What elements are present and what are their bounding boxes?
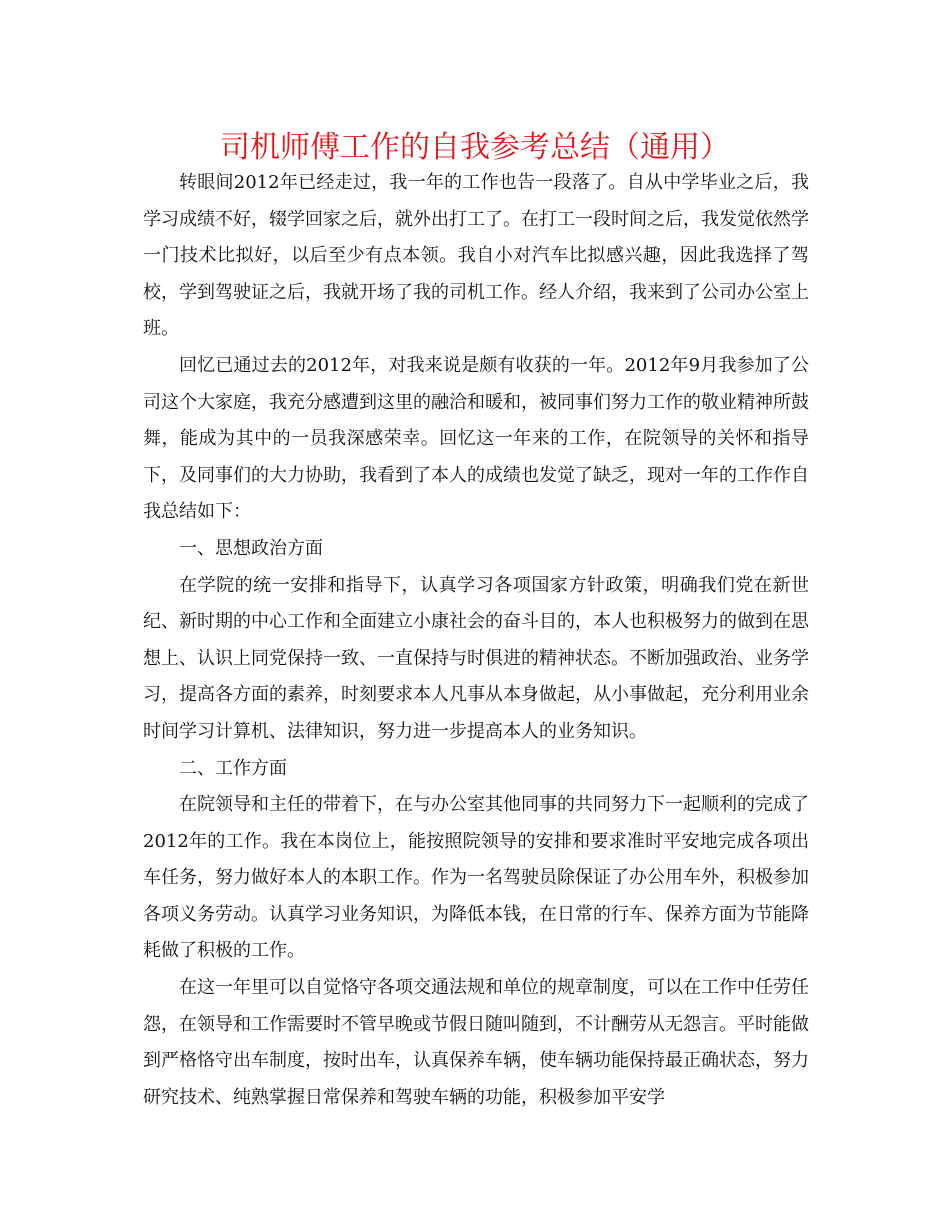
paragraph-review: 回忆已通过去的2012年，对我来说是颇有收获的一年。2012年9月我参加了公司这个大家庭，我充分感遭到这里的融洽和暖和，被同事们努力工作的敬业精神所鼓舞，能成为其中的一员我深感荣幸。回忆这一年来的工作，在院领导的关怀和指导下，及同事们的大力协助，我看到了本人的成绩也发觉了缺乏，现对一年的工作作自我总结如下： — [143, 354, 809, 523]
paragraph-discipline: 在这一年里可以自觉恪守各项交通法规和单位的规章制度，可以在工作中任劳任怨，在领导和工作需要时不管早晚或节假日随叫随到，不计酬劳从无怨言。平时能做到严格恪守出车制度，按时出车，认真保养车辆，使车辆功能保持最正确状态，努力研究技术、纯熟掌握日常保养和驾驶车辆的功能，积极参加平安学 — [143, 977, 809, 1108]
section-heading-ideology: 一、思想政治方面 — [179, 537, 323, 559]
paragraph-ideology: 在学院的统一安排和指导下，认真学习各项国家方针政策，明确我们党在新世纪、新时期的中心工作和全面建立小康社会的奋斗目的，本人也积极努力的做到在思想上、认识上同党保持一致、一直保持与时俱进的精神状态。不断加强政治、业务学习，提高各方面的素养，时刻要求本人凡事从本身做起，从小事做起，充分利用业余时间学习计算机、法律知识，努力进一步提高本人的业务知识。 — [143, 574, 809, 742]
paragraph-work: 在院领导和主任的带着下，在与办公室其他同事的共同努力下一起顺利的完成了2012年的工作。我在本岗位上，能按照院领导的安排和要求准时平安地完成各项出车任务，努力做好本人的本职工作。作为一名驾驶员除保证了办公用车外，积极参加各项义务劳动。认真学习业务知识，为降低本钱，在日常的行车、保养方面为节能降耗做了积极的工作。 — [143, 794, 809, 962]
paragraph-intro: 转眼间2012年已经走过，我一年的工作也告一段落了。自从中学毕业之后，我学习成绩不好，辍学回家之后，就外出打工了。在打工一段时间之后，我发觉依然学一门技术比拟好，以后至少有点本领。我自小对汽车比拟感兴趣，因此我选择了驾校，学到驾驶证之后，我就开场了我的司机工作。经人介绍，我来到了公司办公室上班。 — [143, 172, 809, 340]
document-body — [143, 165, 809, 1116]
document-title: 司机师傅工作的自我参考总结（通用） — [220, 130, 730, 165]
section-heading-work: 二、工作方面 — [179, 757, 287, 779]
